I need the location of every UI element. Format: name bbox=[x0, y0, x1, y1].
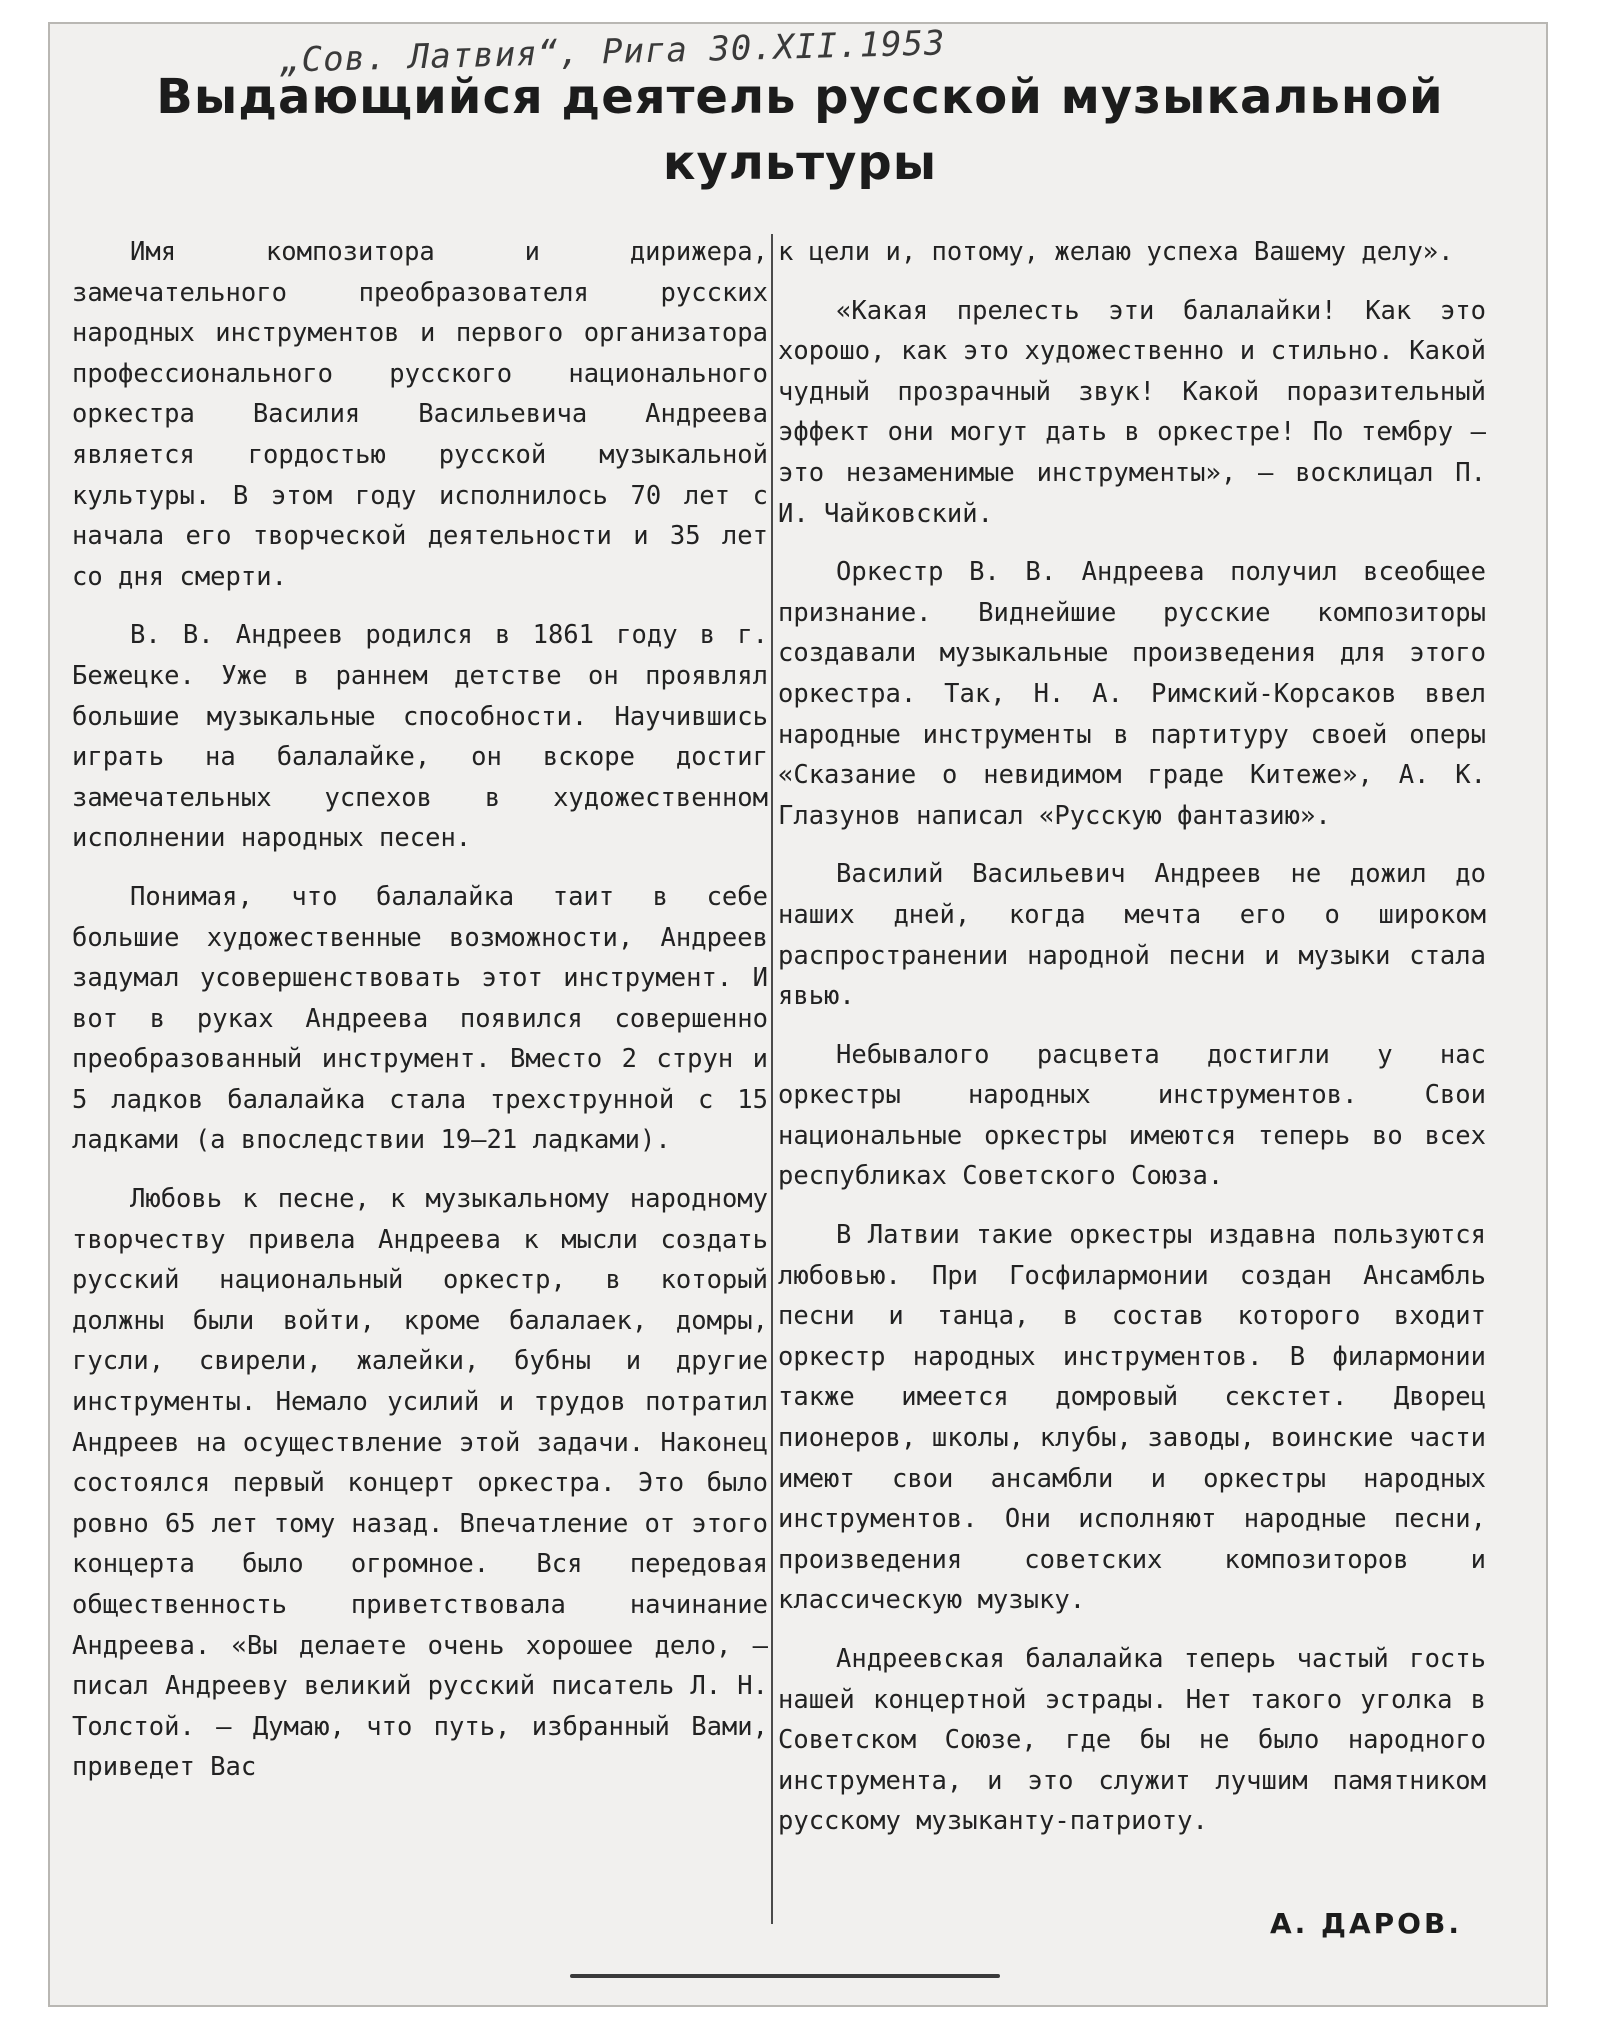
paragraph-continuation: к цели и, потому, желаю успеха Вашему делу». bbox=[778, 237, 1454, 267]
headline-line-2: культуры bbox=[662, 135, 938, 191]
paragraph: Андреевская балалайка теперь частый гость нашей концертной эстрады. Нет такого уголка в Советском Союзе, где бы не было народного инструмента, и это служит лучшим памятником русскому музыканту-патриоту. bbox=[778, 1644, 1486, 1837]
paragraph: Любовь к песне, к музыкальному народному творчеству привела Андреева к мысли создать русский национальный оркестр, в который должны были войти, кроме балалаек, домры, гусли, свирели, жалейки, бубны и другие инструменты. Немало усилий и трудов потратил Андреев на осуществление этой задачи. Наконец состоялся первый концерт оркестра. Это было ровно 65 лет тому назад. Впечатление от этого концерта было огромное. Вся передовая общественность приветствовала начинание Андреева. «Вы делаете очень хорошее дело, — писал Андрееву великий русский писатель Л. Н. Толстой. — Думаю, что путь, избранный Вами, приведет Вас bbox=[72, 1184, 768, 1783]
author-signature: А. ДАРОВ. bbox=[1270, 1907, 1462, 1940]
paragraph: Оркестр В. В. Андреева получил всеобщее признание. Виднейшие русские композиторы создавали музыкальные произведения для этого оркестра. Так, Н. А. Римский-Корсаков ввел народные инструменты в партитуру своей оперы «Сказание о невидимом граде Китеже», А. К. Глазунов написал «Русскую фантазию». bbox=[778, 557, 1486, 831]
paragraph: Небывалого расцвета достигли у нас оркестры народных инструментов. Свои национальные оркестры имеются теперь во всех республиках Советского Союза. bbox=[778, 1039, 1486, 1192]
column-divider bbox=[771, 234, 773, 1924]
paragraph: Понимая, что балалайка таит в себе большие художественные возможности, Андреев задумал усовершенствовать этот инструмент. И вот в руках Андреева появился совершенно преобразованный инструмент. Вместо 2 струн и 5 ладков балалайка стала трехструнной с 15 ладками (а впоследствии 19—21 ладками). bbox=[72, 881, 768, 1156]
paragraph: В Латвии такие оркестры издавна пользуются любовью. При Госфилармонии создан Ансамбль песни и танца, в состав которого входит оркестр народных инструментов. В филармонии также имеется домровый секстет. Дворец пионеров, школы, клубы, заводы, воинские части имеют свои ансамбли и оркестры народных инструментов. Они исполняют народные песни, произведения советских композиторов и классическую музыку. bbox=[778, 1220, 1486, 1616]
paragraph: Василий Васильевич Андреев не дожил до наших дней, когда мечта его о широком распространении народной песни и музыки стала явью. bbox=[778, 859, 1486, 1012]
paragraph: В. В. Андреев родился в 1861 году в г. Бежецке. Уже в раннем детстве он проявлял большие музыкальные способности. Научившись играть на балалайке, он вскоре достиг замечательных успехов в художественном исполнении народных песен. bbox=[72, 620, 768, 854]
article-headline bbox=[90, 64, 1510, 196]
right-column bbox=[778, 232, 1486, 1860]
closing-rule bbox=[570, 1974, 1000, 1978]
paragraph: Имя композитора и дирижера, замечательного преобразователя русских народных инструментов и первого организатора профессионального русского национального оркестра Василия Васильевича Андреева является гордостью русской музыкальной культуры. В этом году исполнилось 70 лет с начала его творческой деятельности и 35 лет со дня смерти. bbox=[72, 237, 768, 592]
handwritten-annotation: „Сов. Латвия“, Рига 30.XII.1953 bbox=[279, 23, 946, 81]
newspaper-clipping bbox=[48, 22, 1548, 2007]
headline-line-1: Выдающийся деятель русской музыкальной bbox=[156, 69, 1444, 125]
paragraph: «Какая прелесть эти балалайки! Как это хорошо, как это художественно и стильно. Какой чудный прозрачный звук! Какой поразительный эффект они могут дать в оркестре! По тембру — это незаменимые инструменты», — восклицал П. И. Чайковский. bbox=[778, 295, 1486, 529]
left-column bbox=[72, 232, 768, 1806]
